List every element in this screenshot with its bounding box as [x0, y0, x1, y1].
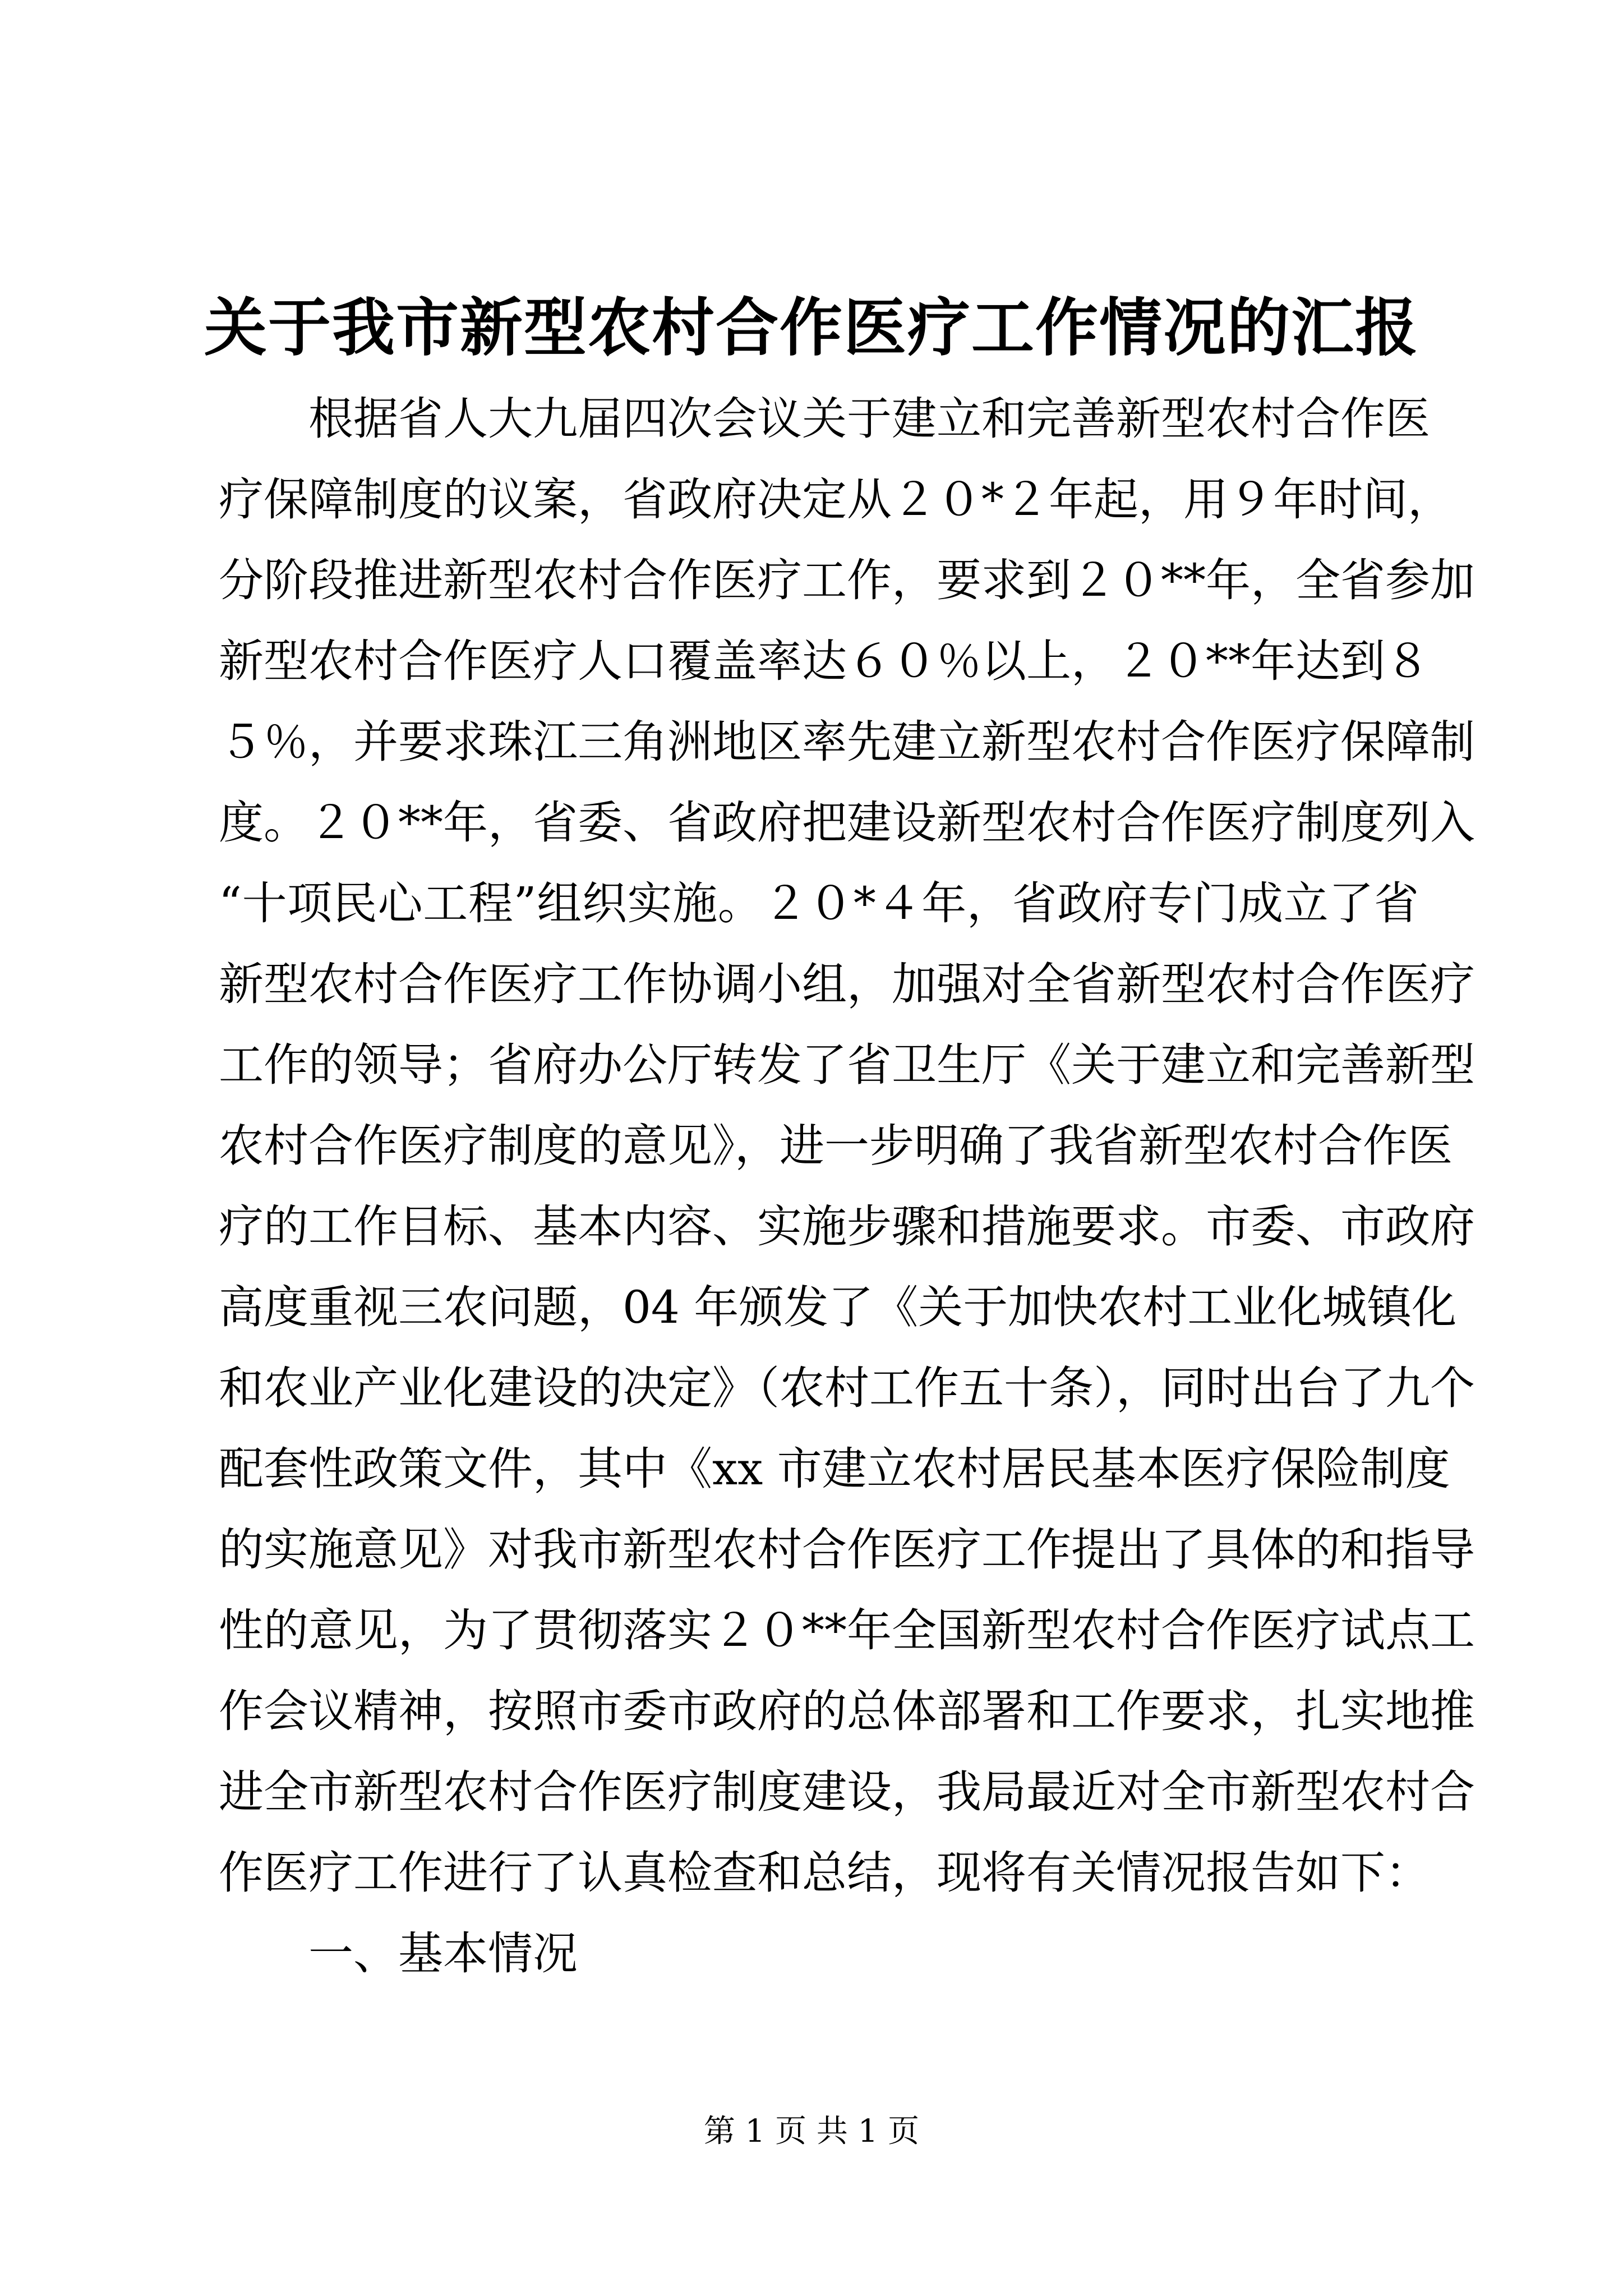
paragraph-line: 新型农村合作医疗人口覆盖率达６０％以上，２０**年达到８: [219, 635, 1430, 687]
paragraph-line: 和农业产业化建设的决定》（农村工作五十条），同时出台了九个: [219, 1362, 1475, 1414]
paragraph-line: 分阶段推进新型农村合作医疗工作，要求到２０**年，全省参加: [219, 554, 1475, 606]
paragraph-line: 农村合作医疗制度的意见》，进一步明确了我省新型农村合作医: [219, 1120, 1453, 1172]
document-title: 关于我市新型农村合作医疗工作情况的汇报: [204, 291, 1419, 365]
paragraph-line: 疗保障制度的议案，省政府决定从２０*２年起，用９年时间，: [219, 473, 1453, 526]
paragraph-line: 作医疗工作进行了认真检查和总结，现将有关情况报告如下：: [219, 1847, 1430, 1899]
paragraph-line: 性的意见，为了贯彻落实２０**年全国新型农村合作医疗试点工: [219, 1604, 1475, 1657]
paragraph-line: “十项民心工程”组织实施。２０*４年，省政府专门成立了省: [219, 877, 1419, 930]
paragraph-line: 进全市新型农村合作医疗制度建设，我局最近对全市新型农村合: [219, 1766, 1475, 1818]
document-body: [219, 379, 1475, 1994]
paragraph-line: ５％，并要求珠江三角洲地区率先建立新型农村合作医疗保障制: [219, 716, 1475, 768]
page-footer: 第 1 页 共 1 页: [703, 2113, 920, 2150]
paragraph-line: 高度重视三农问题，04 年颁发了《关于加快农村工业化城镇化: [219, 1281, 1457, 1333]
paragraph-line: 作会议精神，按照市委市政府的总体部署和工作要求，扎实地推: [219, 1685, 1475, 1737]
paragraph-line: 根据省人大九届四次会议关于建立和完善新型农村合作医: [308, 393, 1430, 445]
paragraph-line: 疗的工作目标、基本内容、实施步骤和措施要求。市委、市政府: [219, 1200, 1475, 1253]
paragraph-line: 工作的领导；省府办公厅转发了省卫生厅《关于建立和完善新型: [219, 1039, 1475, 1091]
paragraph-line: 新型农村合作医疗工作协调小组，加强对全省新型农村合作医疗: [219, 958, 1475, 1010]
section-heading: 一、基本情况: [308, 1927, 578, 1980]
paragraph-line: 的实施意见》对我市新型农村合作医疗工作提出了具体的和指导: [219, 1524, 1475, 1576]
paragraph-line: 配套性政策文件，其中《xx 市建立农村居民基本医疗保险制度: [219, 1443, 1450, 1495]
paragraph-line: 度。２０**年，省委、省政府把建设新型农村合作医疗制度列入: [219, 797, 1475, 849]
